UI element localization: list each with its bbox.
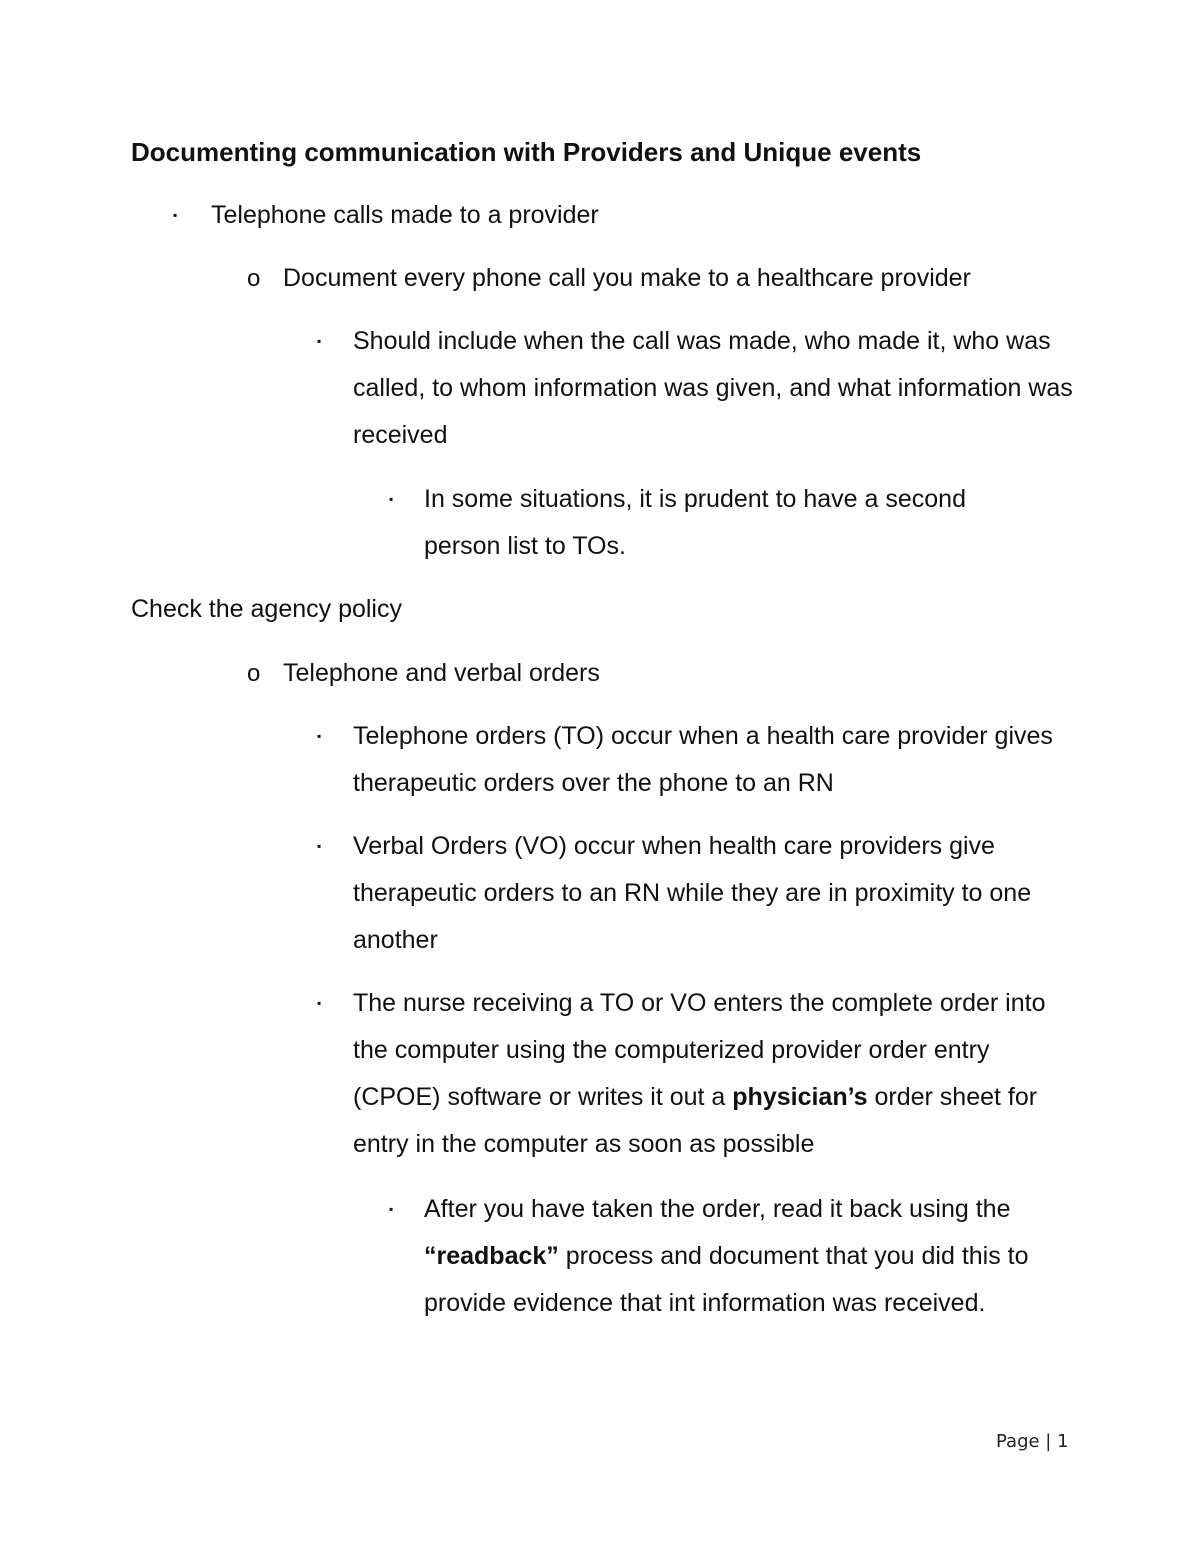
bullet-square: ▪ — [317, 729, 322, 743]
bullet-square: ▪ — [389, 1202, 394, 1216]
readback-text-start: After you have taken the order, read it back using the — [424, 1195, 1011, 1223]
bullet-square: ▪ — [173, 208, 178, 222]
readback-text-end: process and document that you did this to provide evidence that int information was received. — [424, 1242, 1029, 1317]
readback-bold-term: “readback” — [424, 1242, 559, 1270]
list-item-telephone-calls: Telephone calls made to a provider — [211, 201, 599, 229]
page-number-footer: Page | 1 — [996, 1431, 1069, 1452]
nurse-receiving-text-start: The nurse receiving a TO or VO enters the complete order into the computer using the computerized provider order entry (CPOE) software or writes it out a — [353, 989, 1046, 1111]
list-item-to-definition: Telephone orders (TO) occur when a health care provider gives therapeutic orders over the phone to an RN — [353, 722, 1053, 797]
list-item-nurse-receiving — [353, 980, 1075, 1168]
list-item-should-include: Should include when the call was made, who made it, who was called, to whom information was given, and what information was received — [353, 327, 1073, 449]
list-item-readback — [424, 1186, 1064, 1327]
bullet-square: ▪ — [389, 492, 394, 506]
list-item-vo-definition: Verbal Orders (VO) occur when health care providers give therapeutic orders to an RN while they are in proximity to one another — [353, 832, 1032, 954]
bullet-square: ▪ — [317, 334, 322, 348]
check-agency-policy-text: Check the agency policy — [131, 595, 402, 623]
nurse-receiving-bold-term: physician’s — [732, 1083, 868, 1111]
list-item-second-person: In some situations, it is prudent to have a second person list to TOs. — [424, 485, 966, 560]
bullet-circle: o — [247, 265, 261, 292]
bullet-square: ▪ — [317, 839, 322, 853]
list-item-document-every-call: Document every phone call you make to a healthcare provider — [283, 264, 971, 292]
list-item-telephone-verbal-orders: Telephone and verbal orders — [283, 659, 600, 687]
bullet-square: ▪ — [317, 996, 322, 1010]
bullet-circle: o — [247, 660, 261, 687]
nurse-receiving-text-end: order sheet for entry in the computer as soon as possible — [353, 1083, 1038, 1158]
document-title: Documenting communication with Providers and Unique events — [131, 137, 922, 167]
